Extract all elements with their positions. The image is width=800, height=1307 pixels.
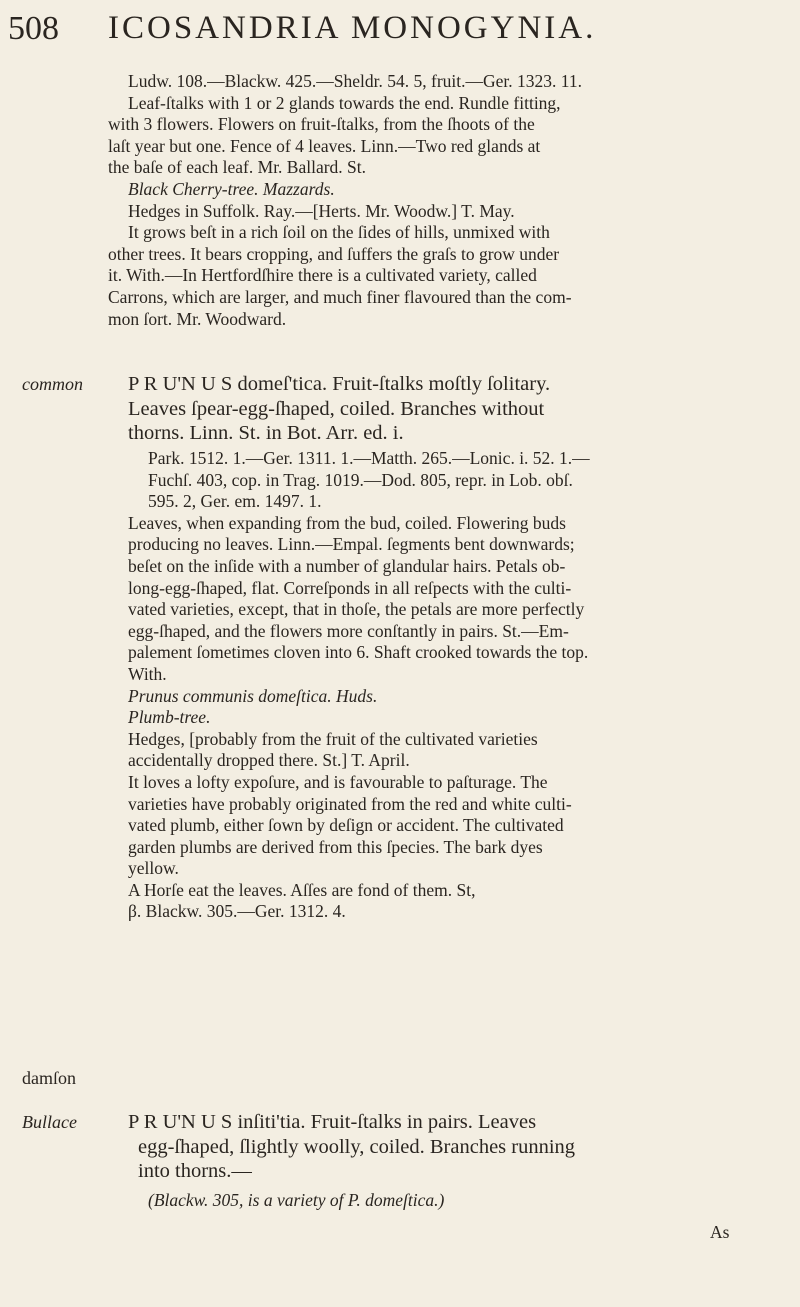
text-line: with 3 flowers. Flowers on fruit-ſtalks, from the ſhoots of the	[108, 114, 535, 135]
heading-line: P R U'N U S inſiti'tia. Fruit-ſtalks in pairs. Leaves	[128, 1111, 537, 1133]
text-line: garden plumbs are derived from this ſpecies. The bark dyes	[128, 836, 543, 857]
reference-line: Ludw. 108.—Blackw. 425.—Sheldr. 54. 5, fruit.—Ger. 1323. 11.	[128, 71, 582, 91]
margin-label-common: common	[22, 374, 83, 394]
heading-line: into thorns.—	[138, 1160, 252, 1182]
reference-line: Park. 1512. 1.—Ger. 1311. 1.—Matth. 265.—Lonic. i. 52. 1.—	[148, 448, 590, 468]
common-name-line: Plumb-tree.	[128, 707, 211, 728]
text-line: With.	[128, 663, 167, 684]
synonym-line: Prunus communis domeſtica. Huds.	[128, 685, 378, 706]
species-heading-insititia	[108, 1110, 750, 1184]
catchword: As	[710, 1222, 730, 1242]
text-line: laſt year but one. Fence of 4 leaves. Linn.—Two red glands at	[108, 135, 541, 156]
common-name-line: Black Cherry-tree. Mazzards.	[128, 178, 335, 199]
text-line: A Horſe eat the leaves. Aſſes are fond of them. St,	[128, 879, 476, 900]
text-line: palement ſometimes cloven into 6. Shaft crooked towards the top.	[128, 642, 589, 663]
habitat-line: Hedges in Suffolk. Ray.—[Herts. Mr. Woodw.] T. May.	[128, 200, 515, 221]
reference-line: 595. 2, Ger. em. 1497. 1.	[148, 491, 322, 512]
text-line: egg-ſhaped, and the flowers more conſtantly in pairs. St.—Em-	[128, 620, 569, 641]
running-head: ICOSANDRIA MONOGYNIA.	[108, 10, 597, 46]
heading-line: egg-ſhaped, ſlightly woolly, coiled. Branches running	[138, 1135, 576, 1158]
species-body-domestica	[128, 448, 750, 923]
text-line: It loves a lofty expoſure, and is favourable to paſturage. The	[128, 771, 548, 792]
variety-note: (Blackw. 305, is a variety of P. domeſtica.)	[148, 1190, 445, 1210]
margin-label-damson: damſon	[22, 1068, 76, 1088]
text-line: It grows beſt in a rich ſoil on the ſides of hills, unmixed with	[128, 222, 550, 243]
text-line: vated varieties, except, that in thoſe, the petals are more perfectly	[128, 599, 585, 620]
text-line: producing no leaves. Linn.—Empal. ſegments bent downwards;	[128, 534, 575, 555]
text-line: it. With.—In Hertfordſhire there is a cultivated variety, called	[108, 265, 537, 286]
text-line: varieties have probably originated from the red and white culti-	[128, 793, 572, 814]
text-line: vated plumb, either ſown by deſign or accident. The cultivated	[128, 815, 564, 836]
heading-line: P R U'N U S domeſ'tica. Fruit-ſtalks moſtly ſolitary.	[128, 373, 551, 395]
reference-line: Fuchſ. 403, cop. in Trag. 1019.—Dod. 805, repr. in Lob. obſ.	[148, 469, 573, 490]
text-line: the baſe of each leaf. Mr. Ballard. St.	[108, 157, 367, 178]
text-line: beſet on the inſide with a number of glandular hairs. Petals ob-	[128, 555, 566, 576]
text-line: mon ſort. Mr. Woodward.	[108, 308, 287, 329]
page-number: 508	[8, 10, 59, 47]
margin-label-bullace: Bullace	[22, 1112, 77, 1132]
species-heading-domestica	[108, 372, 750, 446]
text-line: yellow.	[128, 858, 179, 879]
continuation-block	[108, 71, 750, 330]
variety-line: β. Blackw. 305.—Ger. 1312. 4.	[128, 901, 346, 922]
text-line: other trees. It bears cropping, and ſuffers the graſs to grow under	[108, 243, 560, 264]
text-line: Leaf-ſtalks with 1 or 2 glands towards the end. Rundle fitting,	[128, 92, 561, 113]
text-line: accidentally dropped there. St.] T. April.	[128, 750, 410, 771]
heading-line: thorns. Linn. St. in Bot. Arr. ed. i.	[128, 422, 404, 444]
page-header	[0, 10, 800, 60]
text-line: long-egg-ſhaped, flat. Correſponds in all reſpects with the culti-	[128, 577, 572, 598]
text-line: Leaves, when expanding from the bud, coiled. Flowering buds	[128, 512, 566, 533]
habitat-line: Hedges, [probably from the fruit of the cultivated varieties	[128, 728, 538, 749]
heading-line: Leaves ſpear-egg-ſhaped, coiled. Branches without	[128, 397, 545, 420]
text-line: Carrons, which are larger, and much finer flavoured than the com-	[108, 286, 572, 307]
